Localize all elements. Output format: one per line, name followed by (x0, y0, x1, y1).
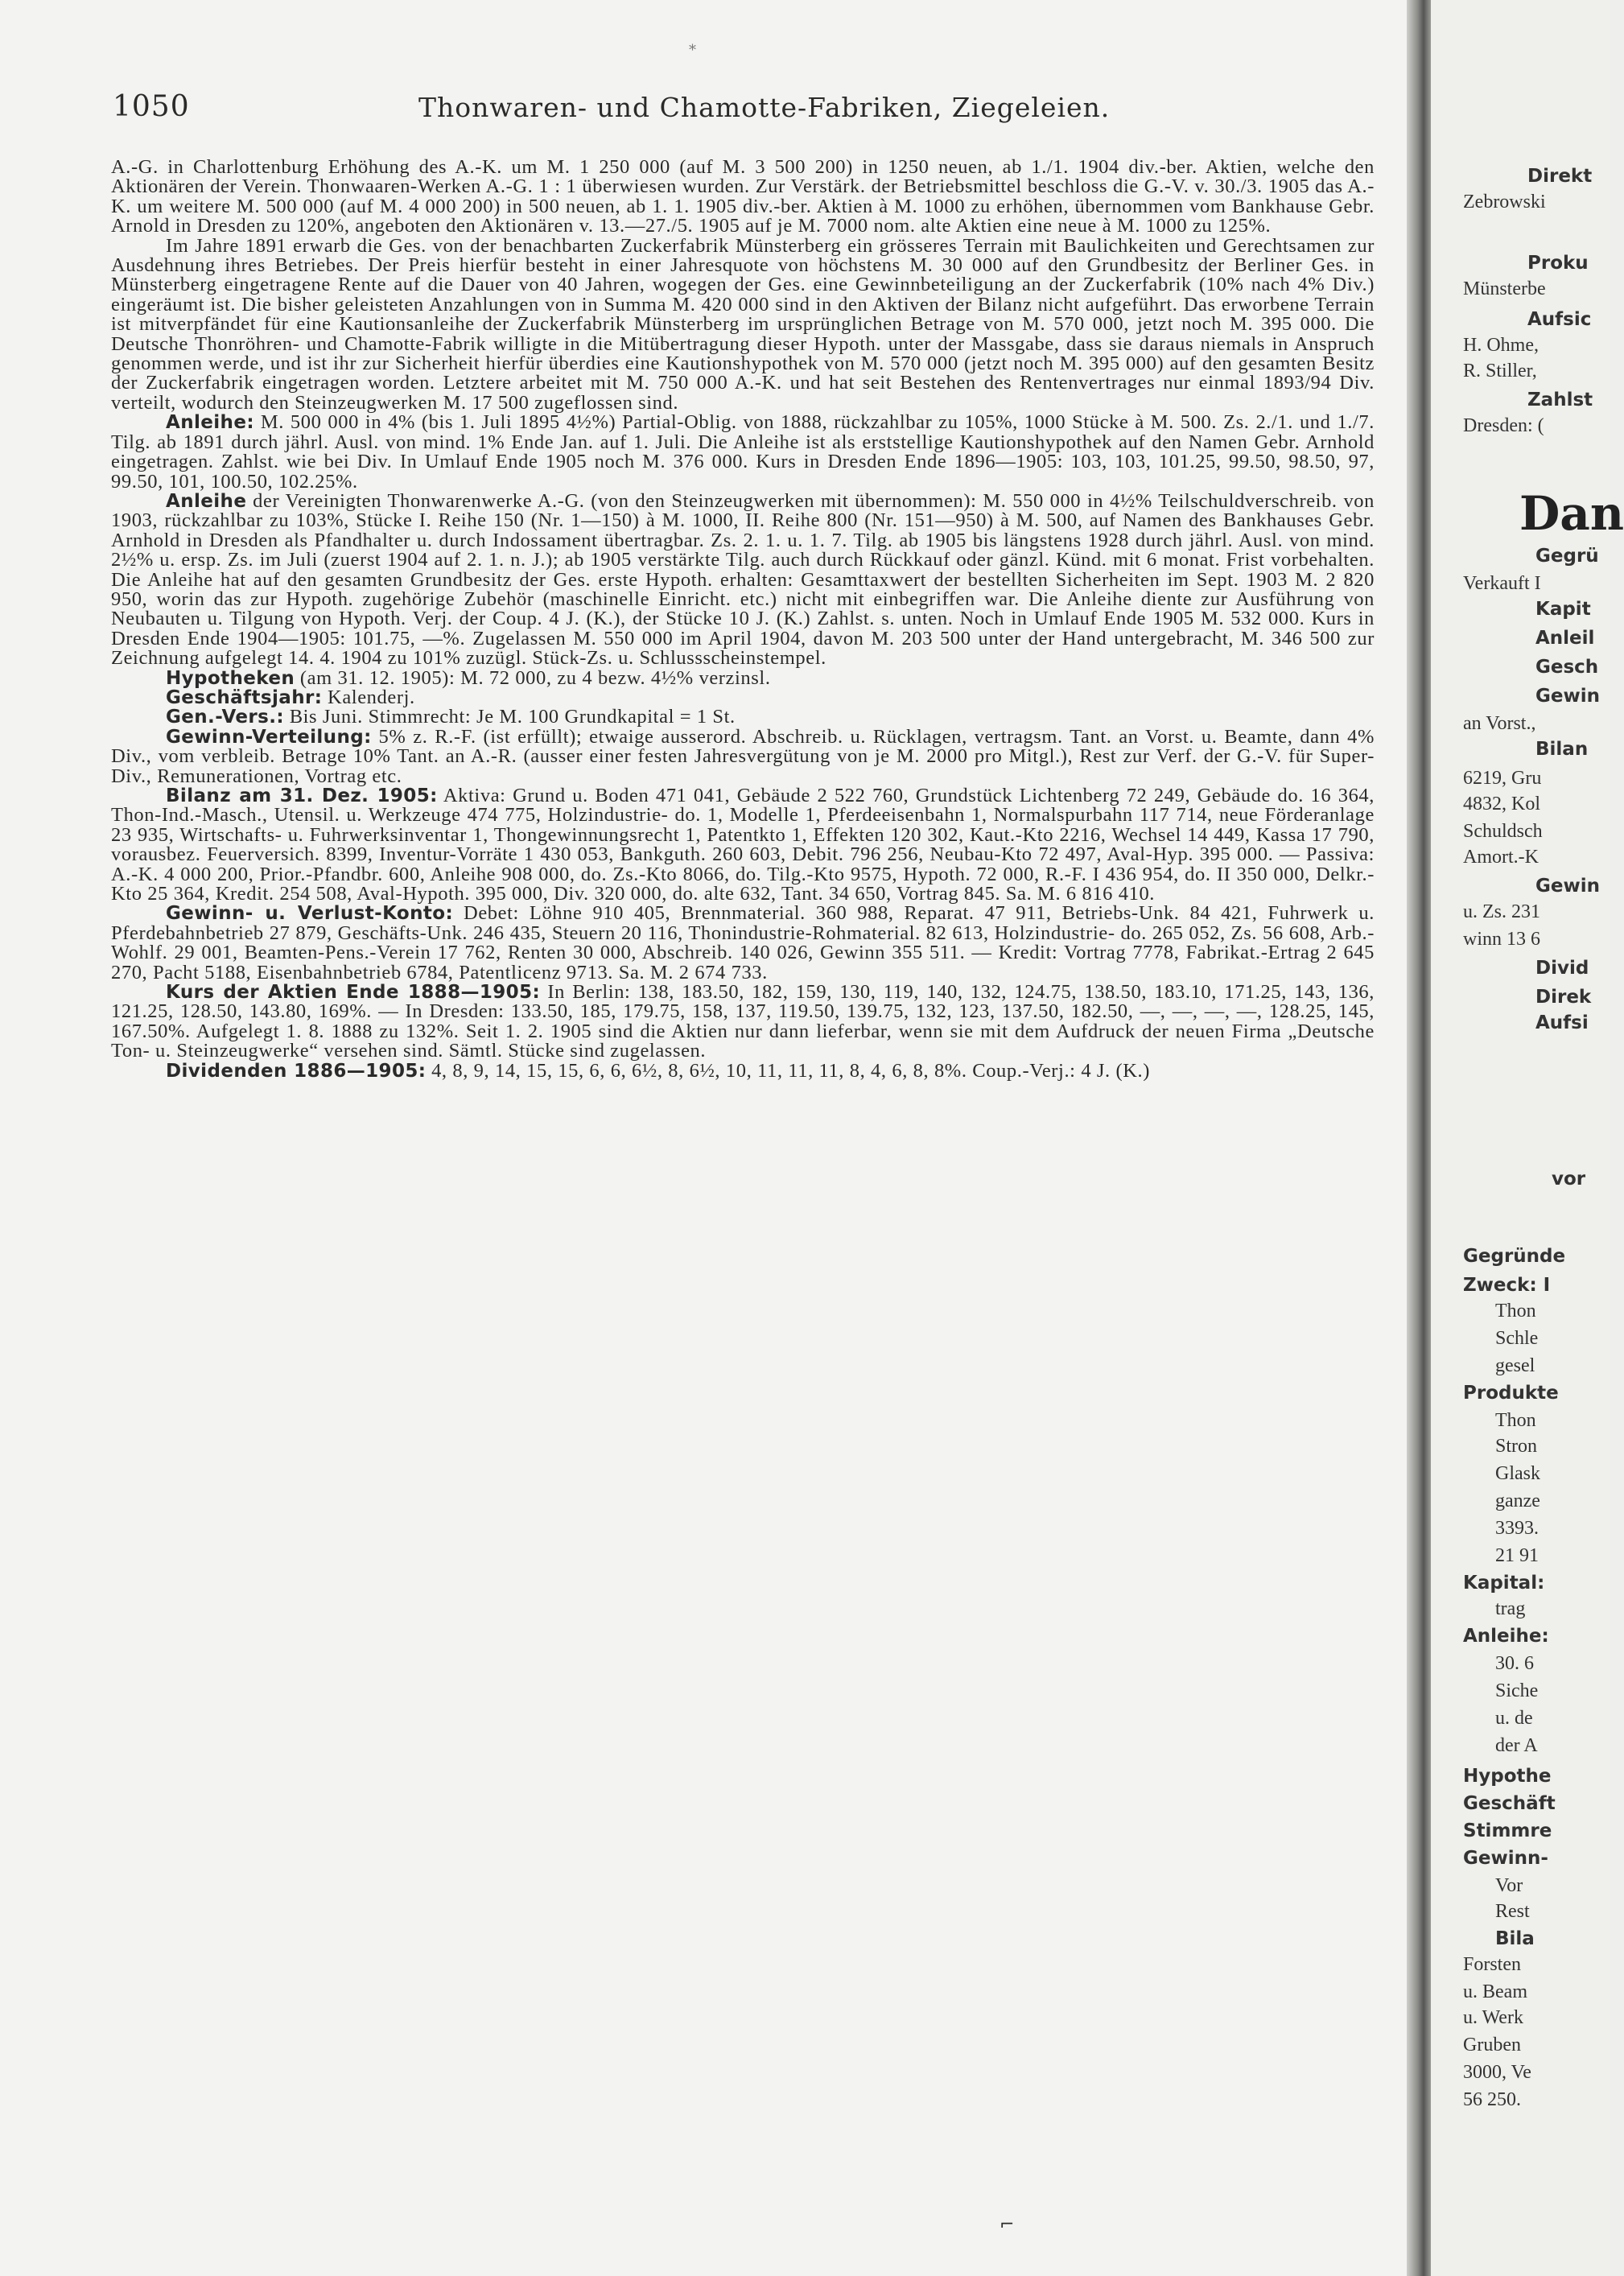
section-heading: Gen.-Vers.: (166, 707, 284, 728)
adjacent-line: Gewin (1535, 876, 1600, 897)
adjacent-line: Rest (1495, 1901, 1530, 1922)
adjacent-line: Direkt (1527, 166, 1593, 187)
paragraph-geschaeftsjahr: Geschäftsjahr: Kalenderj. (166, 686, 415, 708)
section-heading: Kurs der Aktien Ende 1888—1905: (166, 982, 541, 1004)
paragraph: Im Jahre 1891 erwarb die Ges. von der benachbarten Zuckerfabrik Münsterberg ein grösseres Terrain mit Baulichkeiten und Gerechtsamen zur Ausdehnung ihres Betriebes. Der Preis hierfür besteht in einer Jahresquote von höchstens M. 30 000 auf den Grundbesitz der Berliner Ges. in Münsterberg eingetragene Rente auf die Dauer von 40 Jahren, wogegen der Ges. eine Gewinnbeteiligung an der Zuckerfabrik (10% nach 4% Div.) eingeräumt ist. Die bisher geleisteten Anzahlungen von in Summa M. 420 000 sind in den Aktiven der Bilanz nicht aufgeführt. Das erworbene Terrain ist mitverpfändet für eine Kautionsanleihe der Zuckerfabrik Münsterberg im ursprünglichen Betrage von M. 570 000, jetzt noch M. 395 000. Die Deutsche Thonröhren- und Chamotte-Fabrik willigte in die Mitübertragung dieser Hypoth. unter der Massgabe, dass sie daraus niemals in Anspruch genommen werde, und ist ihr zur Sicherheit hierfür überdies eine Kautionshypothek von M. 570 000 (jetzt noch M. 395 000) auf den gesamten Besitz der Zuckerfabrik eingetragen worden. Letztere arbeitet mit M. 750 000 A.-K. und hat seit Bestehen des Rentenvertrages nur einmal 1893/94 Div. verteilt, wodurch den Steinzeugwerken M. 17 500 zugeflossen sind. (111, 234, 1375, 414)
adjacent-line: Schuldsch (1463, 821, 1543, 842)
adjacent-line: Bila (1495, 1928, 1535, 1949)
adjacent-line: Produkte (1463, 1383, 1559, 1404)
adjacent-line: R. Stiller, (1463, 361, 1537, 381)
adjacent-line: Gewinn- (1463, 1848, 1548, 1869)
section-heading: Dividenden 1886—1905: (166, 1060, 427, 1082)
adjacent-line: Gegründe (1463, 1246, 1566, 1267)
section-heading: Bilanz am 31. Dez. 1905: (166, 785, 438, 806)
adjacent-line: Thon (1495, 1410, 1536, 1431)
adjacent-line: u. de (1495, 1708, 1533, 1729)
section-heading: Anleihe (166, 490, 247, 512)
page-header (113, 90, 1368, 138)
adjacent-line: Hypothe (1463, 1766, 1552, 1787)
adjacent-line: Schle (1495, 1328, 1539, 1349)
adjacent-line: Forsten (1463, 1954, 1521, 1975)
adjacent-line: an Vorst., (1463, 713, 1536, 734)
adjacent-line: Gesch (1535, 657, 1599, 678)
adjacent-line: 56 250. (1463, 2089, 1521, 2110)
adjacent-line: 3000, Ve (1463, 2062, 1531, 2083)
adjacent-line: Dresden: ( (1463, 415, 1544, 436)
paragraph-dividenden: Dividenden 1886—1905: 4, 8, 9, 14, 15, 15, 6, 6, 6½, 8, 6½, 10, 11, 11, 11, 8, 4, 6, 8, 8%. Coup.-Verj.: 4 J. (K.) (166, 1059, 1151, 1082)
paragraph-gen-vers: Gen.-Vers.: Bis Juni. Stimmrecht: Je M. 100 Grundkapital = 1 St. (166, 706, 736, 728)
adjacent-line: Thon (1495, 1301, 1536, 1321)
adjacent-line: Kapital: (1463, 1573, 1545, 1594)
paragraph-bilanz: Bilanz am 31. Dez. 1905: Aktiva: Grund u. Boden 471 041, Gebäude 2 522 760, Grundstück Lichtenberg 72 249, Gebäude do. 16 364, Thon-Ind.-Masch., Utensil. u. Werkzeuge 474 775, Holzindustrie- do. 1, Modelle 1, Pferdeeisenbahn 1, Normalspurbahn 117 714, neue Förderanlage 23 935, Wirtschafts- u. Fuhrwerksinventar 1, Thongewinnungsrecht 1, Patentkto 1, Effekten 120 302, Kaut.-Kto 2216, Wechsel 14 449, Kassa 17 790, vorausbez. Feuerversich. 8399, Inventur-Vorräte 1 430 053, Bankguth. 260 603, Debit. 796 256, Neubau-Kto 72 497, Aval-Hyp. 395 000. — Passiva: A.-K. 4 000 200, Prior.-Pfandbr. 600, Anleihe 908 000, do. Zs.-Kto 8066, do. Tilg.-Kto 9575, Hypoth. 72 000, R.-F. I 436 954, do. II 350 000, Delkr.-Kto 25 364, Kredit. 254 508, Aval-Hypoth. 395 000, Div. 320 000, do. alte 632, Tant. 34 650, Vortrag 845. Sa. M. 6 816 410. (111, 785, 1375, 905)
adjacent-line: 3393. (1495, 1518, 1539, 1539)
adjacent-line: Kapit (1535, 599, 1591, 620)
adjacent-line: Zahlst (1527, 390, 1593, 410)
adjacent-line: Vor (1495, 1875, 1523, 1896)
adjacent-line: vor (1552, 1169, 1586, 1190)
adjacent-line: Proku (1527, 253, 1589, 274)
adjacent-line: Divid (1535, 958, 1589, 979)
adjacent-line: u. Zs. 231 (1463, 901, 1540, 922)
adjacent-line: Anleihe: (1463, 1626, 1549, 1647)
adjacent-line: Stimmre (1463, 1820, 1552, 1841)
print-mark: * (689, 42, 696, 59)
adjacent-line: Aufsi (1535, 1012, 1589, 1033)
adjacent-line: Gewin (1535, 686, 1600, 707)
section-heading: Gewinn- u. Verlust-Konto: (166, 903, 454, 925)
paragraph-kurs: Kurs der Aktien Ende 1888—1905: In Berlin: 138, 183.50, 182, 159, 130, 119, 140, 132, 124.75, 138.50, 183.10, 171.25, 143, 136, 121.25, 128.50, 143.80, 169%. — In Dresden: 133.50, 185, 179.75, 158, 137, 119.50, 139.75, 132, 123, 137.50, 182.50, —, —, —, —, 128.25, 145, 167.50%. Aufgelegt 1. 8. 1888 zu 132%. Seit 1. 2. 1905 sind die Aktien nur dann lieferbar, wenn sie mit dem Aufdruck der neuen Firma „Deutsche Ton- u. Steinzeugwerke“ versehen sind. Sämtl. Stücke sind zugelassen. (111, 981, 1375, 1062)
page-number: 1050 (113, 90, 190, 123)
adjacent-line: Geschäft (1463, 1793, 1556, 1814)
adjacent-line: Gruben (1463, 2035, 1521, 2055)
adjacent-line: gesel (1495, 1355, 1535, 1376)
adjacent-line: Münsterbe (1463, 278, 1546, 299)
adjacent-line: der A (1495, 1735, 1538, 1756)
adjacent-line: 6219, Gru (1463, 768, 1542, 789)
paragraph-hypotheken: Hypotheken (am 31. 12. 1905): M. 72 000, zu 4 bezw. 4½% verzinsl. (166, 666, 771, 689)
paragraph-gewinn-verlust: Gewinn- u. Verlust-Konto: Debet: Löhne 910 405, Brennmaterial. 360 988, Reparat. 47 911, Betriebs-Unk. 84 421, Fuhrwerk u. Pferdebahnbetrieb 27 879, Geschäfts-Unk. 246 435, Steuern 20 116, Thonindustrie-Rohmaterial. 82 613, Holzindustrie- do. 265 052, Zs. 56 608, Arb.-Wohlf. 29 001, Beamten-Pens.-Verein 17 762, Renten 30 000, Abschreib. 140 026, Gewinn 355 511. — Kredit: Vortrag 7778, Fabrikat.-Ertrag 2 645 270, Pacht 5188, Eisenbahnbetrieb 6784, Patentlicenz 9713. Sa. M. 2 674 733. (111, 902, 1375, 983)
adjacent-line: 30. 6 (1495, 1653, 1534, 1674)
adjacent-line: 4832, Kol (1463, 794, 1540, 814)
adjacent-heading: Dan (1519, 486, 1624, 541)
section-heading: Geschäftsjahr: (166, 687, 323, 708)
adjacent-line: trag (1495, 1598, 1526, 1619)
section-heading: Anleihe: (166, 412, 254, 434)
adjacent-line: winn 13 6 (1463, 929, 1540, 950)
adjacent-line: Aufsic (1527, 309, 1592, 330)
adjacent-line: Verkauft I (1463, 573, 1541, 594)
section-heading: Gewinn-Verteilung: (166, 726, 372, 748)
adjacent-line: Zebrowski (1463, 192, 1546, 212)
adjacent-line: Stron (1495, 1436, 1538, 1457)
adjacent-line: Siche (1495, 1680, 1539, 1701)
book-gutter (1407, 0, 1431, 2276)
adjacent-line: Direk (1535, 987, 1592, 1008)
print-mark: ⌐ (1000, 2215, 1015, 2235)
adjacent-line: H. Ohme, (1463, 335, 1539, 356)
paragraph-gewinn-verteilung: Gewinn-Verteilung: 5% z. R.-F. (ist erfüllt); etwaige ausserord. Abschreib. u. Rücklagen, vertragsm. Tant. an Vorst. u. Beamte, dann 4% Div., vom verbleib. Betrage 10% Tant. an A.-R. (ausser einer festen Jahresvergütung von je M. 2000 pro Mitgl.), Rest zur Verf. der G.-V. für Super-Div., Remunerationen, Vortrag etc. (111, 725, 1375, 787)
adjacent-line: Gegrü (1535, 546, 1599, 567)
adjacent-line: u. Beam (1463, 1981, 1527, 2002)
adjacent-line: 21 91 (1495, 1545, 1539, 1566)
paragraph-anleihe: Anleihe: M. 500 000 in 4% (bis 1. Juli 1895 4½%) Partial-Oblig. von 1888, rückzahlbar zu 105%, 1000 Stücke à M. 500. Zs. 2./1. und 1./7. Tilg. ab 1891 durch jährl. Ausl. von mind. 1% Ende Jan. auf 1. Juli. Die Anleihe ist als erststellige Kautionshypothek auf den Namen Gebr. Arnhold eingetragen. Zahlst. wie bei Div. In Umlauf Ende 1905 noch M. 376 000. Kurs in Dresden Ende 1896—1905: 103, 103, 101.25, 99.50, 98.50, 97, 99.50, 101, 100.50, 102.25%. (111, 411, 1375, 493)
running-title: Thonwaren- und Chamotte-Fabriken, Ziegeleien. (418, 92, 1111, 123)
adjacent-line: ganze (1495, 1491, 1540, 1511)
adjacent-line: u. Werk (1463, 2007, 1523, 2028)
adjacent-line: Bilan (1535, 739, 1589, 760)
adjacent-line: Anleil (1535, 628, 1595, 649)
adjacent-line: Zweck: I (1463, 1275, 1551, 1296)
paragraph-anleihe-vereinigte: Anleihe der Vereinigten Thonwarenwerke A.-G. (von den Steinzeugwerken mit übernommen): M. 550 000 in 4½% Teilschuldverschreib. von 1903, rückzahlbar zu 103%, Stücke I. Reihe 150 (Nr. 1—150) à M. 1000, II. Reihe 800 (Nr. 151—950) à M. 500, auf Namen des Bankhauses Gebr. Arnhold in Dresden als Pfandhalter u. durch Indossament übertragbar. Zs. 2. 1. u. 1. 7. Tilg. ab 1905 bis längstens 1928 durch jährl. Ausl. von mind. 2½% u. ersp. Zs. im Juli (zuerst 1904 auf 2. 1. n. J.); ab 1905 verstärkte Tilg. auch durch Rückkauf oder gänzl. Künd. mit 6 monat. Frist vorbehalten. Die Anleihe hat auf den gesamten Grundbesitz der Ges. erste Hypoth. erhalten: Gesamttaxwert der bestellten Sicherheiten im Sept. 1903 M. 2 820 950, worin das zur Hypoth. zugehörige Zubehör (maschinelle Einricht. etc.) nicht mit einbegriffen war. Die Anleihe diente zur Ausführung von Neubauten u. Tilgung von Hypoth. Verj. der Coup. 4 J. (K.), der Stücke 10 J. (K.) Zahlst. s. unten. Noch in Umlauf Ende 1905 M. 532 000. Kurs in Dresden Ende 1904—1905: 101.75, —%. Zugelassen M. 550 000 im April 1904, davon M. 203 500 unter der Hand untergebracht, M. 346 500 zur Zeichnung aufgelegt 14. 4. 1904 zu 101% zuzügl. Stück-Zs. u. Schlussscheinstempel. (111, 489, 1375, 670)
adjacent-page-fragment (1431, 0, 1624, 2276)
paragraph: A.-G. in Charlottenburg Erhöhung des A.-K. um M. 1 250 000 (auf M. 3 500 200) in 1250 neuen, ab 1./1. 1904 div.-ber. Aktien, welche den Aktionären der Verein. Thonwaaren-Werken A.-G. 1 : 1 überwiesen wurden. Zur Verstärk. der Betriebsmittel beschloss die G.-V. v. 30./3. 1905 das A.-K. um weitere M. 500 000 (auf M. 4 000 200) in 500 neuen, ab 1. 1. 1905 div.-ber. Aktien à M. 1000 zu erhöhen, übernommen vom Bankhause Gebr. Arnold in Dresden zu 120%, angeboten den Aktionären v. 13.—27./5. 1905 auf je M. 7000 nom. alte Aktien eine neue à M. 1000 zu 125%. (111, 156, 1375, 237)
section-heading: Hypotheken (166, 667, 295, 689)
adjacent-line: Glask (1495, 1463, 1540, 1484)
article-body (111, 158, 1375, 1081)
adjacent-line: Amort.-K (1463, 847, 1539, 868)
